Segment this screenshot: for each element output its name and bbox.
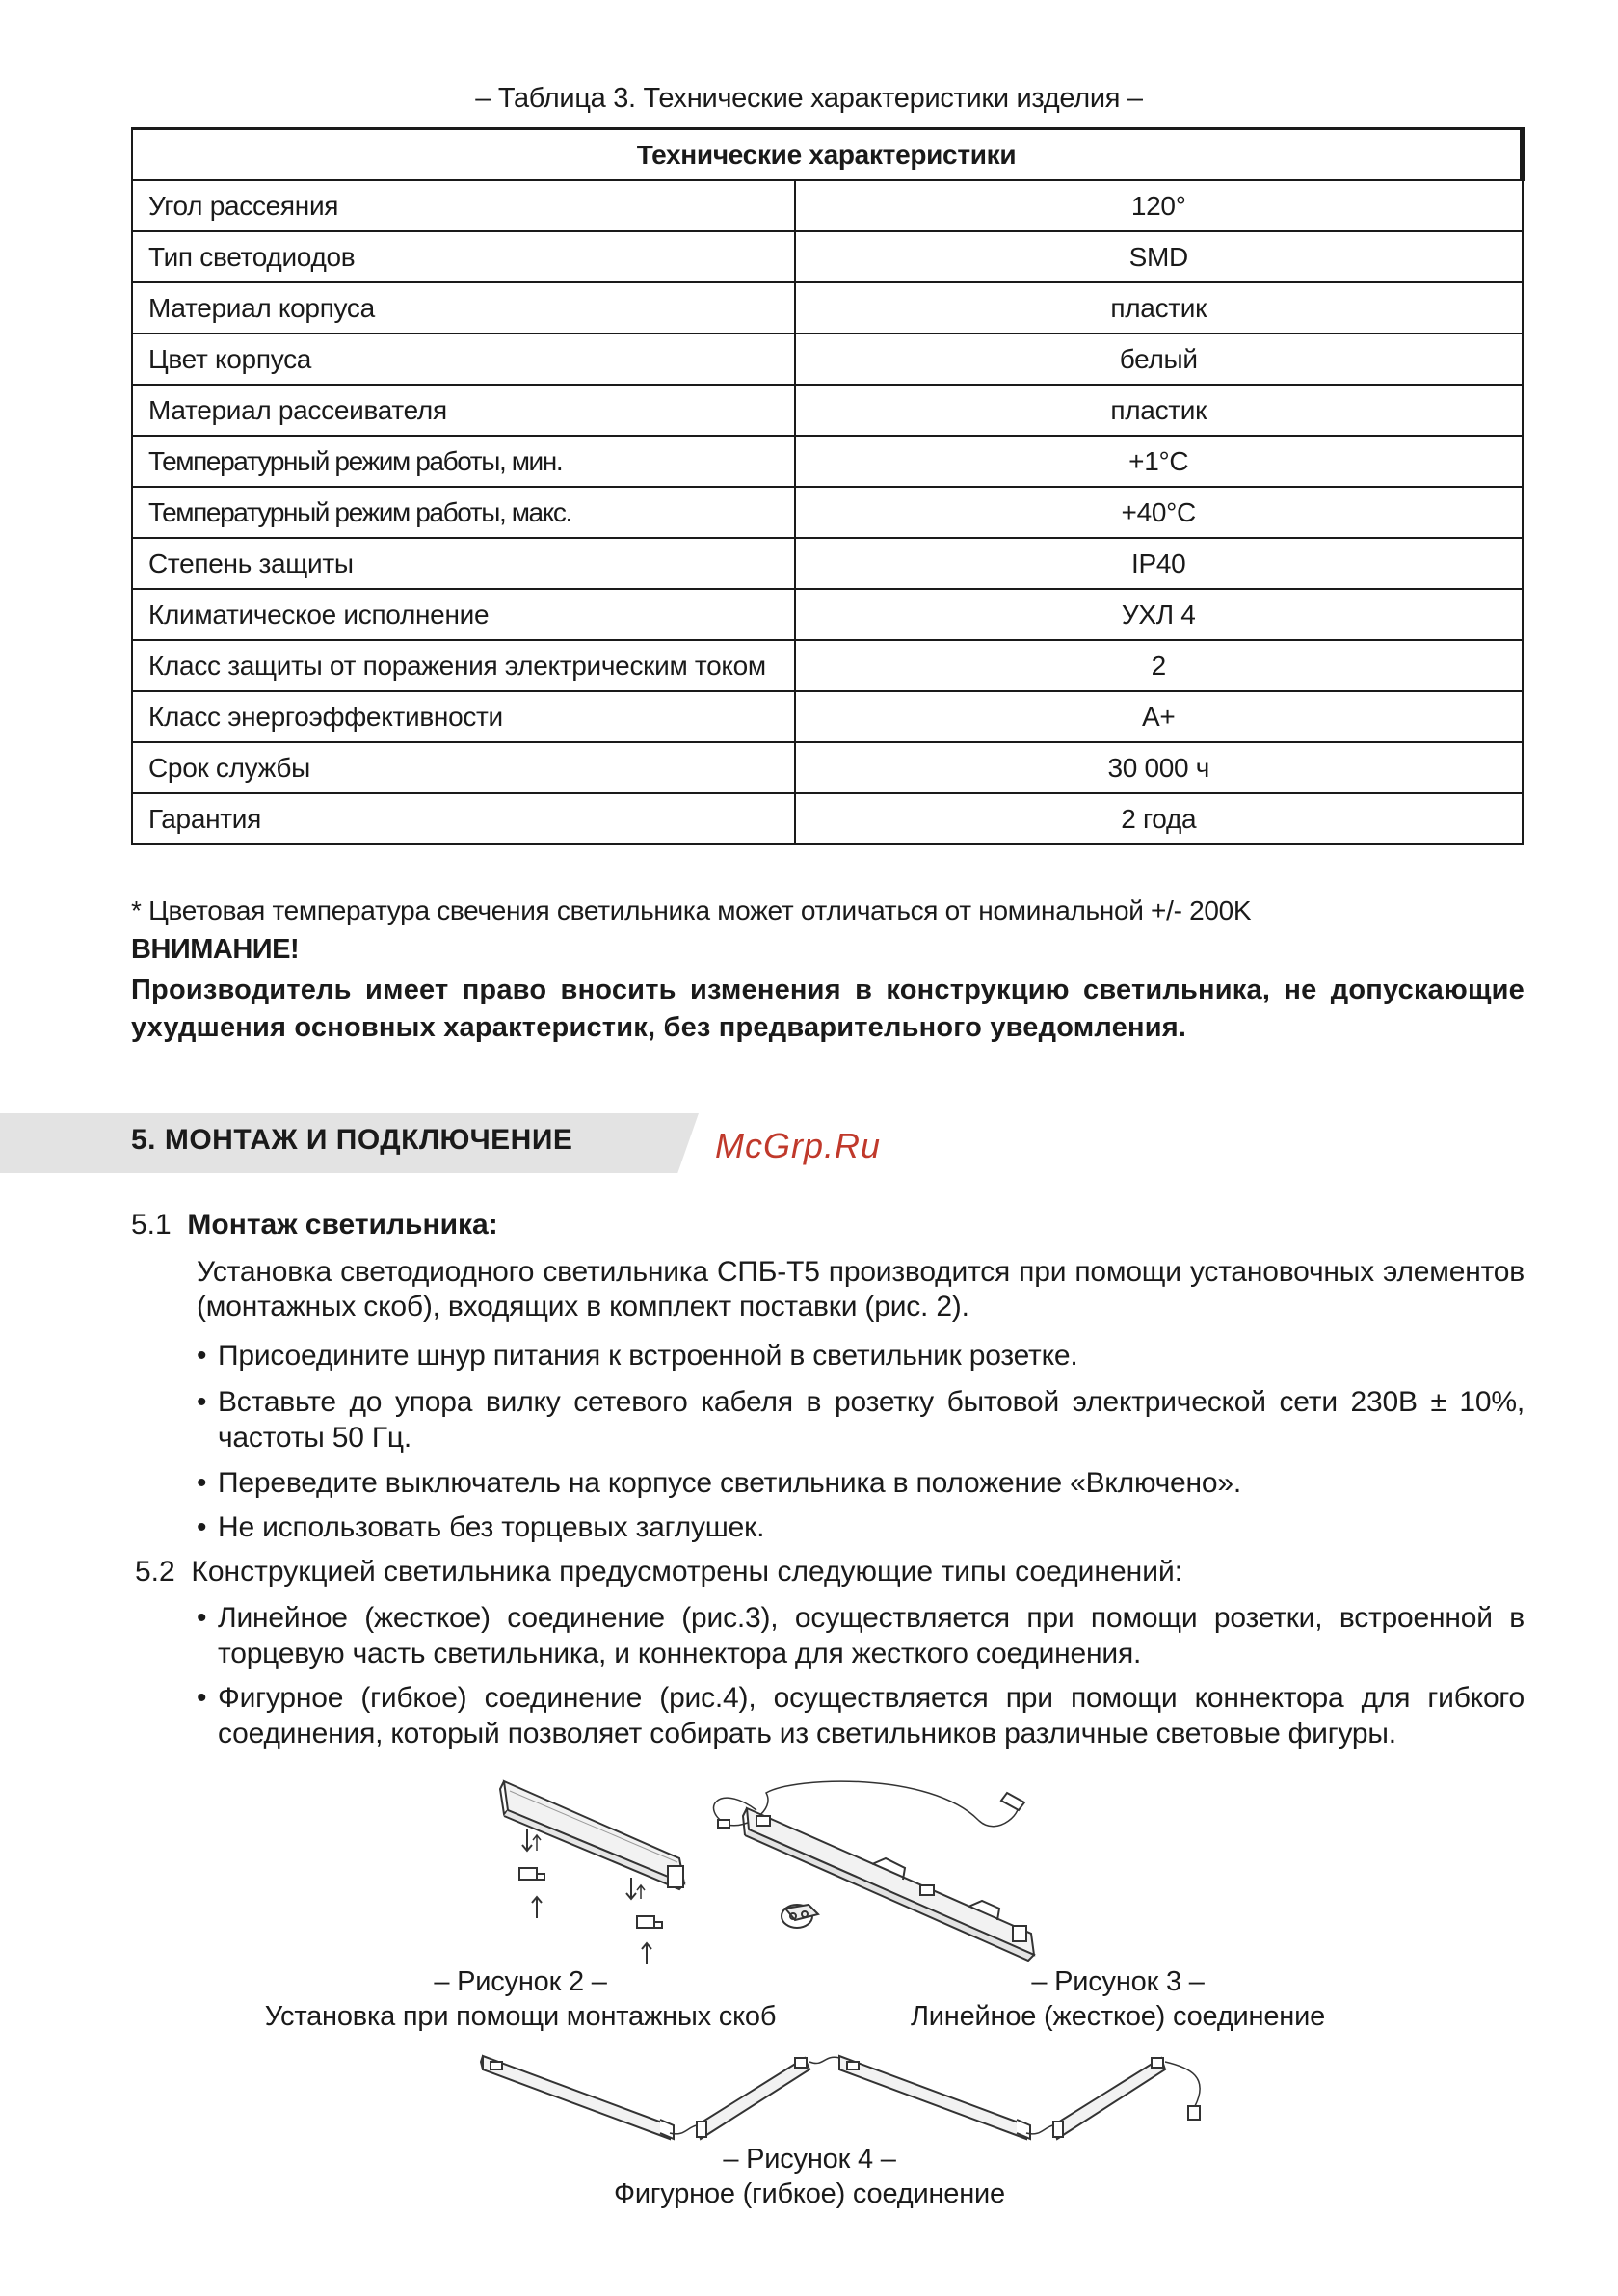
value-cell: 2 xyxy=(795,640,1523,691)
subsection-5-2 xyxy=(135,1556,1182,1589)
subsection-number: 5.1 xyxy=(131,1209,172,1241)
warning-title: ВНИМАНИЕ! xyxy=(131,934,300,965)
figure-2-illustration xyxy=(487,1772,713,1974)
figure-4-caption xyxy=(520,2142,1099,2211)
figure-2-label: – Рисунок 2 – xyxy=(434,1966,607,1997)
param-cell: Цвет корпуса xyxy=(132,334,795,385)
table-caption: – Таблица 3. Технические характеристики изделия – xyxy=(475,83,1143,114)
param-cell: Класс энергоэффективности xyxy=(132,691,795,742)
value-cell: 120° xyxy=(795,180,1523,231)
table-row xyxy=(132,742,1523,793)
param-cell: Класс защиты от поражения электрическим током xyxy=(132,640,795,691)
subsection-number: 5.2 xyxy=(135,1556,175,1588)
param-cell: Температурный режим работы, макс. xyxy=(132,487,795,538)
subsection-title: Монтаж светильника: xyxy=(187,1209,498,1241)
param-cell: Климатическое исполнение xyxy=(132,589,795,640)
table-row xyxy=(132,282,1523,334)
table-row xyxy=(132,385,1523,436)
value-cell: IP40 xyxy=(795,538,1523,589)
warning-text: Производитель имеет право вносить изменения в конструкцию светильника, не допускающие ухудшения основных характеристик, без предварительного уведомления. xyxy=(131,974,1525,1043)
table-row xyxy=(132,640,1523,691)
param-cell: Угол рассеяния xyxy=(132,180,795,231)
bullet-dot: • xyxy=(197,1602,207,1634)
bullet-dot: • xyxy=(197,1467,207,1499)
value-cell: 2 года xyxy=(795,793,1523,844)
table-row xyxy=(132,436,1523,487)
bullet-dot: • xyxy=(197,1511,207,1543)
table-row xyxy=(132,691,1523,742)
figure-3-text: Линейное (жесткое) соединение xyxy=(910,2001,1326,2032)
specs-table xyxy=(131,127,1525,845)
bullet-dot: • xyxy=(197,1386,207,1418)
figure-4-text: Фигурное (гибкое) соединение xyxy=(614,2178,1005,2209)
intro-paragraph: Установка светодиодного светильника СПБ-Т5 производится при помощи установочных элементов (монтажных скоб), входящих в комплект поставки (рис. 2). xyxy=(197,1256,1525,1322)
footnote: * Цветовая температура свечения светильника может отличаться от номинальной +/- 200K xyxy=(131,895,1252,925)
value-cell: пластик xyxy=(795,282,1523,334)
table-row xyxy=(132,589,1523,640)
subsection-title: Конструкцией светильника предусмотрены следующие типы соединений: xyxy=(191,1556,1183,1588)
value-cell: SMD xyxy=(795,231,1523,282)
param-cell: Материал рассеивателя xyxy=(132,385,795,436)
figure-2-caption xyxy=(231,1964,809,2034)
subsection-5-1 xyxy=(131,1209,498,1241)
value-cell: пластик xyxy=(795,385,1523,436)
list-item: • Вставьте до упора вилку сетевого кабеля в розетку бытовой электрической сети 230В ± 10%, частоты 50 Гц. xyxy=(197,1386,1525,1454)
figure-3-label: – Рисунок 3 – xyxy=(1031,1966,1205,1997)
table-row xyxy=(132,538,1523,589)
param-cell: Тип светодиодов xyxy=(132,231,795,282)
value-cell: 30 000 ч xyxy=(795,742,1523,793)
table-body xyxy=(132,180,1523,844)
value-cell: +40°C xyxy=(795,487,1523,538)
table-row xyxy=(132,793,1523,844)
list-item: • Линейное (жесткое) соединение (рис.3), осуществляется при помощи розетки, встроенной в торцевую часть светильника, и коннектора для жесткого соединения. xyxy=(197,1602,1525,1669)
list-item: • Не использовать без торцевых заглушек. xyxy=(197,1511,765,1543)
bullet-dot: • xyxy=(197,1340,207,1372)
param-cell: Гарантия xyxy=(132,793,795,844)
table-row xyxy=(132,180,1523,231)
table-header: Технические характеристики xyxy=(132,129,1523,181)
value-cell: УХЛ 4 xyxy=(795,589,1523,640)
list-item: • Присоедините шнур питания к встроенной в светильник розетке. xyxy=(197,1340,1078,1372)
param-cell: Температурный режим работы, мин. xyxy=(132,436,795,487)
figure-4-illustration xyxy=(477,2048,1229,2145)
list-item: • Переведите выключатель на корпусе светильника в положение «Включено». xyxy=(197,1467,1241,1499)
watermark: McGrp.Ru xyxy=(715,1126,882,1165)
figure-2-text: Установка при помощи монтажных скоб xyxy=(264,2001,777,2032)
value-cell: белый xyxy=(795,334,1523,385)
section-title: 5. МОНТАЖ И ПОДКЛЮЧЕНИЕ xyxy=(131,1124,573,1156)
param-cell: Срок службы xyxy=(132,742,795,793)
table-row xyxy=(132,334,1523,385)
value-cell: А+ xyxy=(795,691,1523,742)
value-cell: +1°C xyxy=(795,436,1523,487)
table-row xyxy=(132,487,1523,538)
bullet-dot: • xyxy=(197,1682,207,1714)
figure-3-illustration xyxy=(689,1772,1147,1964)
param-cell: Материал корпуса xyxy=(132,282,795,334)
figure-4-label: – Рисунок 4 – xyxy=(723,2144,896,2175)
param-cell: Степень защиты xyxy=(132,538,795,589)
table-row xyxy=(132,231,1523,282)
figure-3-caption xyxy=(829,1964,1407,2034)
list-item: • Фигурное (гибкое) соединение (рис.4), осуществляется при помощи коннектора для гибкого соединения, который позволяет собирать из светильников различные световые фигуры. xyxy=(197,1682,1525,1749)
